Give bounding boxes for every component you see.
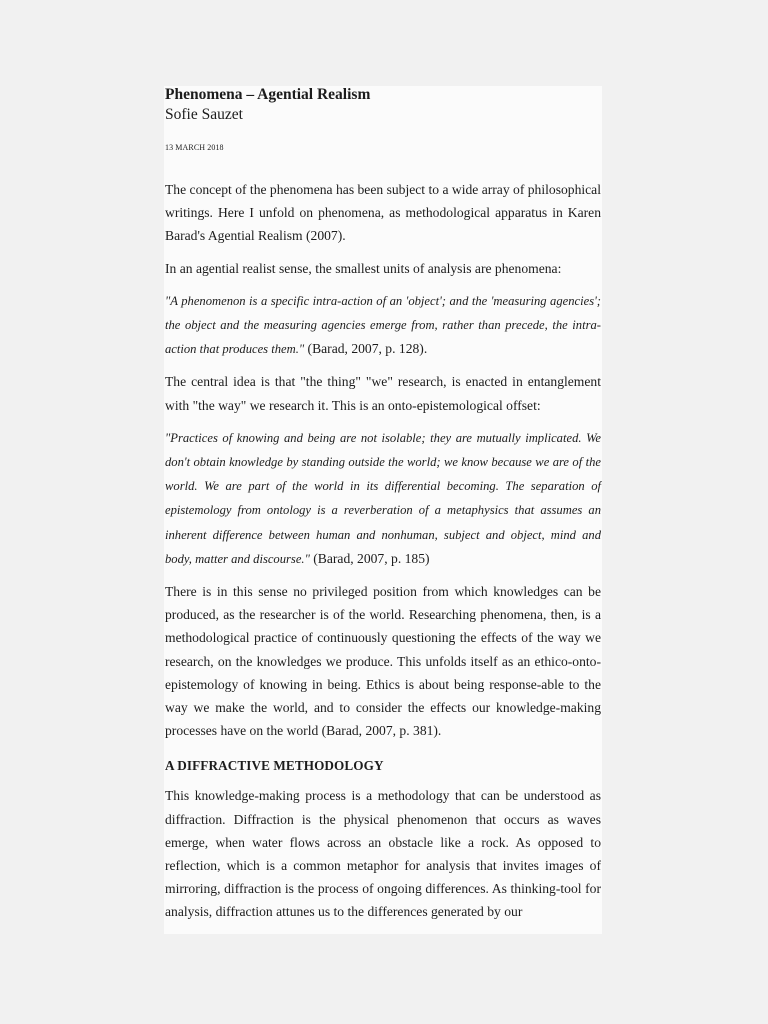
quote-phenomenon — [165, 289, 601, 362]
article-title: Phenomena – Agential Realism — [165, 86, 371, 103]
document-content — [164, 86, 602, 924]
paragraph-diffraction: This knowledge-making process is a methodology that can be understood as diffraction. Diffraction is the physical phenomenon that occurs as waves emerge, when water flows across an obstacle like a rock. As opposed to reflection, which is a common metaphor for analysis that invites images of mirroring, diffraction is the process of ongoing differences. As thinking-tool for analysis, diffraction attunes us to the differences generated by our — [165, 788, 601, 920]
quote-practices-citation: (Barad, 2007, p. 185) — [309, 550, 430, 566]
article-date: 13 MARCH 2018 — [165, 143, 224, 152]
quote-practices-text: "Practices of knowing and being are not isolable; they are mutually implicated. We don't obtain knowledge by standing outside the world; we know because we are of the world. We are part of the world in its differential becoming. The separation of epistemology from ontology is a reverberation of a metaphysics that assumes an inherent difference between human and nonhuman, subject and object, mind and body, matter and discourse." — [165, 430, 601, 566]
paragraph-units-of-analysis: In an agential realist sense, the smallest units of analysis are phenomena: — [165, 260, 562, 276]
paragraph-privileged-position: There is in this sense no privileged position from which knowledges can be produced, as the researcher is of the world. Researching phenomena, then, is a methodological practice of continuously questioning the effects of the way we research, on the knowledges we produce. This unfolds itself as an ethico-onto-epistemology of knowing in being. Ethics is about being response-able to the way we make the world, and to consider the effects our knowledge-making processes have on the world (Barad, 2007, p. 381). — [165, 584, 601, 739]
section-heading-diffractive-methodology: A DIFFRACTIVE METHODOLOGY — [165, 758, 384, 774]
quote-practices-of-knowing — [165, 426, 601, 571]
paragraph-intro: The concept of the phenomena has been subject to a wide array of philosophical writings. Here I unfold on phenomena, as methodological apparatus in Karen Barad's Agential Realism (2007). — [165, 182, 601, 244]
paragraph-central-idea: The central idea is that "the thing" "we" research, is enacted in entanglement with "the way" we research it. This is an onto-epistemological offset: — [165, 374, 601, 413]
quote-phenomenon-citation: (Barad, 2007, p. 128). — [304, 341, 428, 357]
document-page — [164, 86, 602, 934]
quote-phenomenon-text: "A phenomenon is a specific intra-action of an 'object'; and the 'measuring agencies'; the object and the measuring agencies emerge from, rather than precede, the intra-action that produces them." — [165, 293, 601, 357]
article-author: Sofie Sauzet — [165, 106, 243, 123]
